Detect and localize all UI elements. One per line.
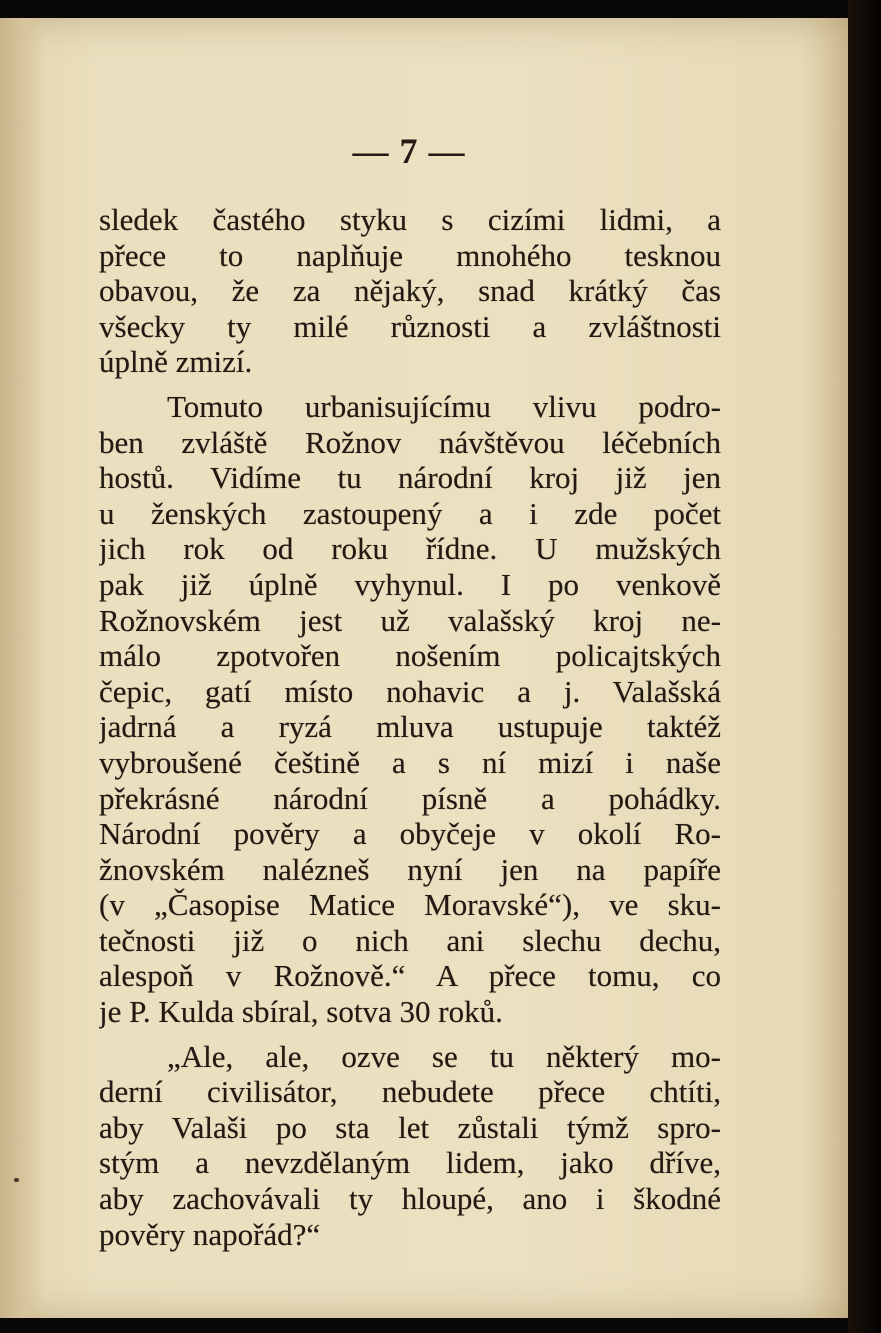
text-line: aby Valaši po sta let zůstali týmž spro- — [99, 1109, 721, 1145]
text-line: jadrná a ryzá mluva ustupuje taktéž — [99, 709, 721, 745]
text-line: alespoň v Rožnově.“ A přece tomu, co — [99, 958, 721, 994]
page-edge-shadow — [848, 0, 881, 1333]
text-line: derní civilisátor, nebudete přece chtíti, — [99, 1074, 721, 1110]
page-number: — 7 — — [352, 131, 466, 171]
text-line: pověry napořád?“ — [99, 1216, 321, 1252]
paragraph-gap — [99, 1030, 721, 1039]
text-line: Národní pověry a obyčeje v okolí Ro- — [99, 816, 721, 852]
margin-speck — [14, 1178, 19, 1182]
text-line: obavou, že za nějaký, snad krátký čas — [99, 273, 721, 309]
text-line: Tomuto urbanisujícímu vlivu podro- — [167, 388, 721, 424]
text-line: čepic, gatí místo nohavic a j. Valašská — [99, 673, 721, 709]
text-line: pak již úplně vyhynul. I po venkově — [99, 566, 721, 602]
text-line: je P. Kulda sbíral, sotva 30 roků. — [99, 994, 503, 1030]
text-line: u ženských zastoupený a i zde počet — [99, 495, 721, 531]
body-text — [99, 202, 721, 1252]
text-line: překrásné národní písně a pohádky. — [99, 780, 721, 816]
text-line: málo zpotvořen nošením policajtských — [99, 638, 721, 674]
text-line: stým a nevzdělaným lidem, jako dříve, — [99, 1145, 721, 1181]
text-line: jich rok od roku řídne. U mužských — [99, 531, 721, 567]
paragraph-gap — [99, 380, 721, 389]
text-line: úplně zmizí. — [99, 344, 253, 380]
text-line: „Ale, ale, ozve se tu některý mo- — [167, 1038, 721, 1074]
text-line: ben zvláště Rožnov návštěvou léčebních — [99, 424, 721, 460]
text-line: vybroušené češtině a s ní mizí i naše — [99, 744, 721, 780]
text-line: aby zachovávali ty hloupé, ano i škodné — [99, 1181, 721, 1217]
binding-fold — [0, 18, 44, 1318]
text-line: tečnosti již o nich ani slechu dechu, — [99, 922, 721, 958]
text-line: hostů. Vidíme tu národní kroj již jen — [99, 460, 721, 496]
text-line: (v „Časopise Matice Moravské“), ve sku- — [99, 887, 721, 923]
text-line: přece to naplňuje mnohého tesknou — [99, 237, 721, 273]
text-line: sledek častého styku s cizími lidmi, a — [99, 202, 721, 237]
text-line: Rožnovském jest už valašský kroj ne- — [99, 602, 721, 638]
text-line: všecky ty milé různosti a zvláštnosti — [99, 308, 721, 344]
text-line: žnovském nalézneš nyní jen na papíře — [99, 851, 721, 887]
